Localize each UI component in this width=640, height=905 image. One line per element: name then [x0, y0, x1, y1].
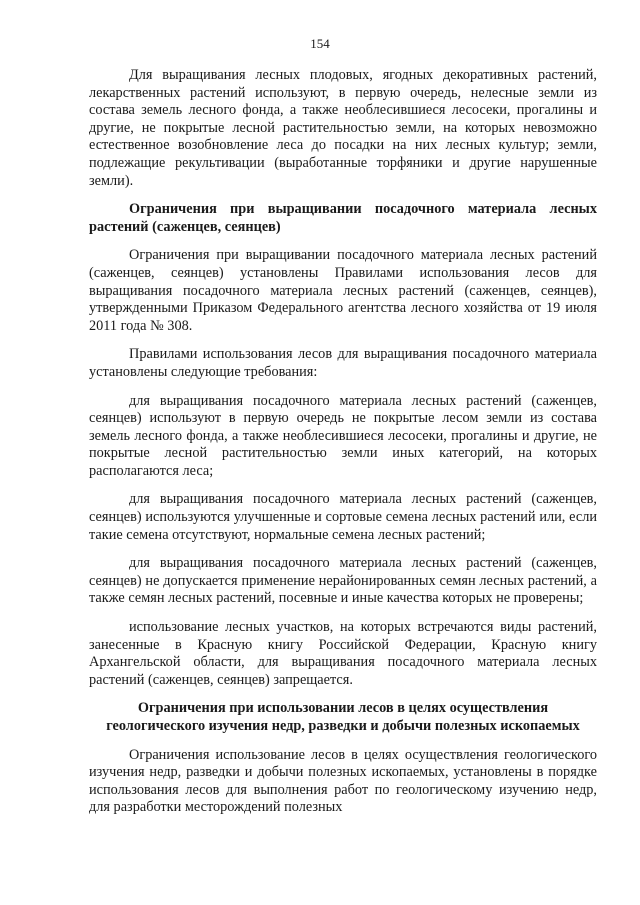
paragraph-requirement-unzoned-seeds: для выращивания посадочного материала лесных растений (саженцев, сеянцев) не допускается применение нерайонированных семян лесных растений, а также семян лесных растений, посевные и иные качества которых не проверены; [89, 555, 597, 607]
heading-geology-restrictions: Ограничения при использовании лесов в целях осуществления геологического изучения недр, разведки и добычи полезных ископаемых [106, 700, 580, 734]
paragraph-requirement-red-book: использование лесных участков, на которых встречаются виды растений, занесенные в Красную книгу Российской Федерации, Красную книгу Архангельской области, для выращивания посадочного материала лесных растений (саженцев, сеянцев) запрещается. [89, 619, 597, 688]
paragraph-geology-rules: Ограничения использование лесов в целях осуществления геологического изучения недр, разведки и добычи полезных ископаемых, установлены в порядке использования лесов для выполнения работ по геологическому изучению недр, для разработки месторождений полезных [89, 746, 597, 816]
paragraph-requirement-seeds: для выращивания посадочного материала лесных растений (саженцев, сеянцев) используются улучшенные и сортовые семена лесных растений или, если такие семена отсутствуют, нормальные семена лесных растений; [89, 491, 597, 543]
page-number: 154 [310, 36, 330, 51]
paragraph-fruit-plants: Для выращивания лесных плодовых, ягодных декоративных растений, лекарственных растений используют, в первую очередь, нелесные земли из состава земель лесного фонда, а также необлесившиеся лесосеки, прогалины и другие, не покрытые лесной растительностью земли, на которых невозможно естественное возобновление леса до посадки на них лесных культур; земли, подлежащие рекультивации (выработанные торфяники и другие нарушенные земли). [89, 67, 597, 189]
paragraph-seedlings-rules: Ограничения при выращивании посадочного материала лесных растений (саженцев, сеянцев) установлены Правилами использования лесов для выращивания посадочного материала лесных растений (саженцев, сеянцев), утвержденными Приказом Федерального агентства лесного хозяйства от 19 июля 2011 года № 308. [89, 247, 597, 334]
paragraph-requirements-intro: Правилами использования лесов для выращивания посадочного материала установлены следующие требования: [89, 346, 597, 380]
heading-seedlings-restrictions: Ограничения при выращивании посадочного материала лесных растений (саженцев, сеянцев) [89, 201, 597, 235]
page-content [89, 67, 597, 817]
paragraph-requirement-land: для выращивания посадочного материала лесных растений (саженцев, сеянцев) используют в первую очередь не покрытые лесом земли из состава земель лесного фонда, а также необлесившиеся лесосеки, прогалины и другие, не покрытые лесной растительностью земли иных категорий, на которых располагаются леса; [89, 392, 597, 479]
